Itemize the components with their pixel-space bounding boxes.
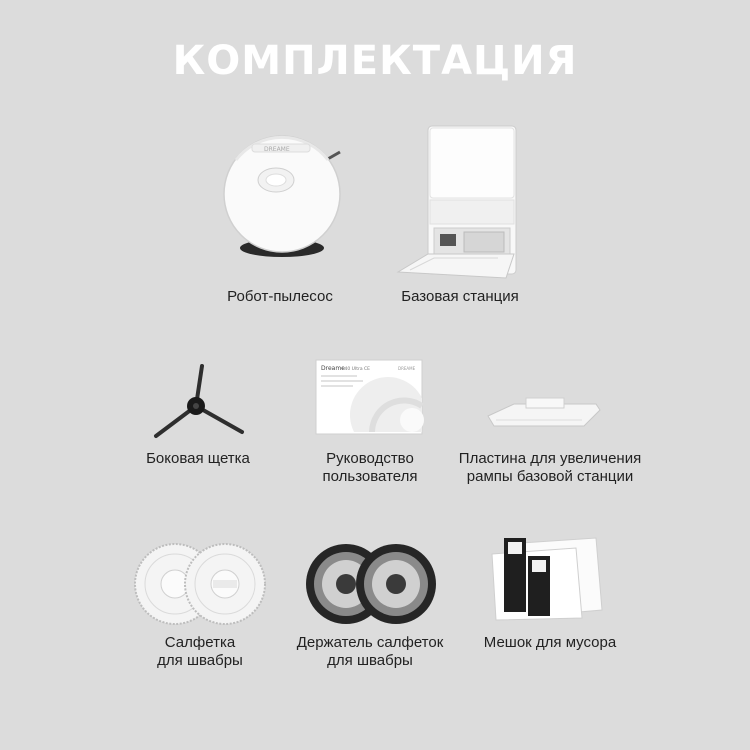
mop-holder-icon [304,540,438,626]
user-manual-label: Руководство пользователя [322,450,418,485]
manual-logo-text: DREAME [398,366,416,371]
dust-bag-label: Мешок для мусора [483,634,617,651]
side-brush-label: Боковая щетка [146,450,250,467]
base-station-icon [394,122,520,282]
manual-brand-text: Dreame [321,365,345,372]
manual-model-text: L40 Ultra CE [342,367,370,372]
user-manual-icon [314,358,426,438]
robot-vacuum-icon [214,130,350,260]
mop-pad-label: Салфетка для швабры [157,634,243,669]
ramp-plate-label: Пластина для увеличения рампы базовой станции [458,450,642,485]
side-brush-icon [148,362,248,444]
robot-vacuum-label: Робот-пылесос [227,288,333,305]
mop-pad-icon [133,540,267,626]
ramp-plate-icon [486,396,604,436]
page-title: КОМПЛЕКТАЦИЯ [172,38,578,84]
base-station-label: Базовая станция [401,288,519,305]
robot-print-text: DREAME [264,146,290,153]
dust-bag-icon [484,530,606,622]
mop-holder-label: Держатель салфеток для швабры [296,634,444,669]
